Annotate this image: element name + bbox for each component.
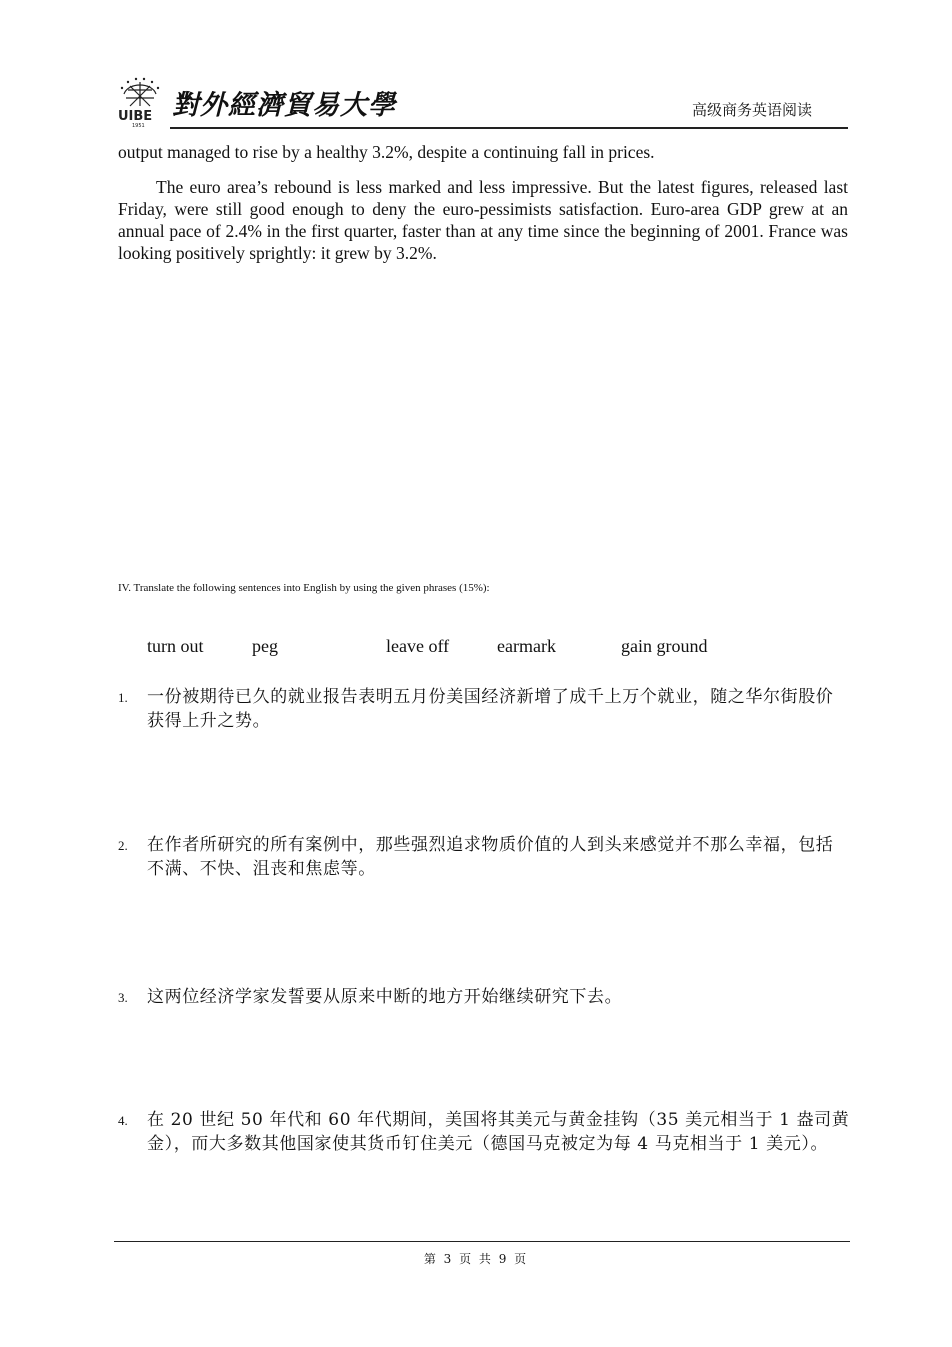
logo-year: 1951: [132, 123, 145, 128]
item-number: 1.: [118, 690, 128, 705]
logo-abbr: UIBE: [118, 109, 153, 124]
phrase-earmark: earmark: [497, 636, 556, 656]
footer-divider: [114, 1241, 850, 1242]
page-header: [114, 74, 848, 130]
item-text: 一份被期待已久的就业报告表明五月份美国经济新增了成千上万个就业，随之华尔街股价获得上升之势。: [147, 687, 834, 731]
phrase-peg: peg: [252, 636, 278, 656]
item-text: 在 20 世纪 50 年代和 60 年代期间，美国将其美元与黄金挂钩（35 美元相当于 1 盎司黄金），而大多数其他国家使其货币钉住美元（德国马克被定为每 4 马克相当于 1 美元）。: [147, 1110, 850, 1154]
passage-paragraph-2-text: The euro area’s rebound is less marked and less impressive. But the latest figures, released last Friday, were still good enough to deny the euro-pessimists satisfaction. Euro-area GDP grew at an annual pace of 2.4% in the first quarter, faster than at any time since the beginning of 2001. France was looking positively sprightly: it grew by 3.2%.: [118, 177, 848, 263]
phrase-turn-out: turn out: [147, 636, 204, 656]
page-number: 第 3 页 共 9 页: [423, 1252, 529, 1266]
passage-paragraph-1: output managed to rise by a healthy 3.2%, despite a continuing fall in prices.: [118, 142, 655, 162]
phrase-leave-off: leave off: [386, 636, 450, 656]
header-divider: [170, 127, 848, 129]
item-number: 3.: [118, 990, 128, 1005]
passage-paragraph-2: [118, 176, 848, 264]
course-title: 高级商务英语阅读: [691, 101, 812, 119]
item-number: 2.: [118, 838, 128, 853]
item-text: 在作者所研究的所有案例中，那些强烈追求物质价值的人到头来感觉并不那么幸福，包括不满、不快、沮丧和焦虑等。: [147, 835, 834, 879]
item-text: 这两位经济学家发誓要从原来中断的地方开始继续研究下去。: [147, 987, 623, 1007]
item-number: 4.: [118, 1113, 128, 1128]
section-heading: IV. Translate the following sentences into English by using the given phrases (15%):: [118, 582, 490, 594]
university-name: 對外經濟貿易大學: [172, 90, 396, 121]
university-name-calligraphy: [172, 84, 432, 124]
phrase-gain-ground: gain ground: [621, 636, 708, 656]
university-logo-icon: [114, 76, 166, 128]
